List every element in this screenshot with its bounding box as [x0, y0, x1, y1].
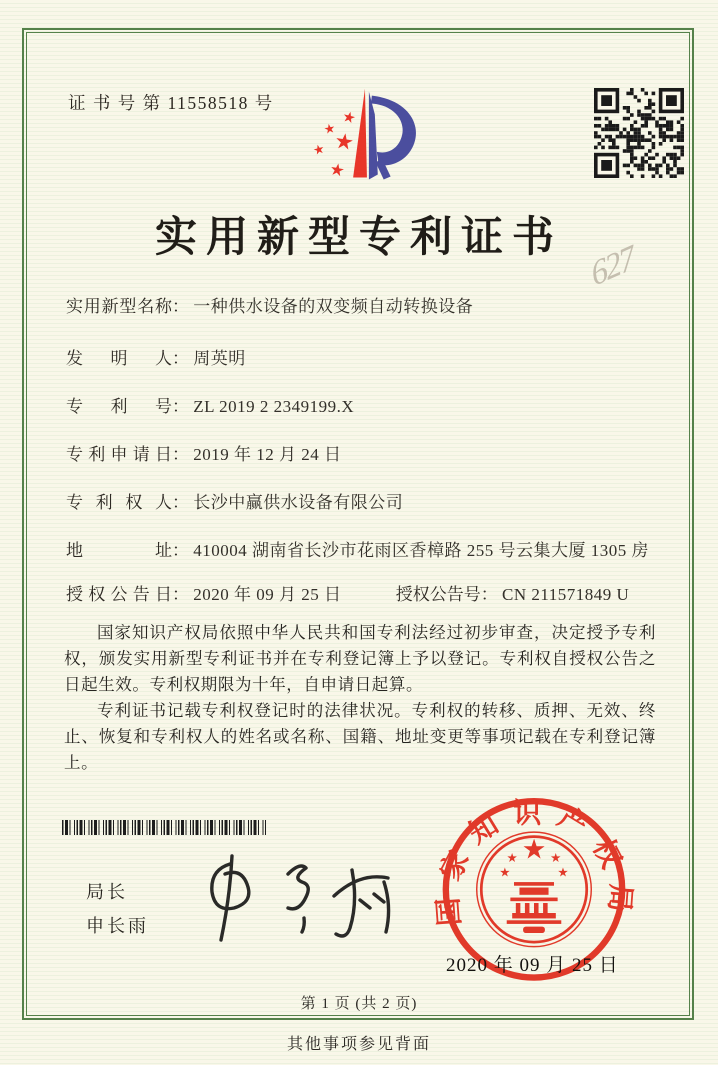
svg-text:★: ★: [557, 865, 569, 880]
svg-text:★: ★: [322, 121, 337, 137]
field-value: 2020 年 09 月 25 日: [193, 585, 342, 604]
barcode: [62, 820, 266, 835]
field-grant-number: [396, 584, 630, 606]
legal-paragraph-2: 专利证书记载专利权登记时的法律状况。专利权的转移、质押、无效、终止、恢复和专利权人的姓名或名称、国籍、地址变更等事项记载在专利登记簿上。: [64, 701, 656, 772]
colon: ：: [172, 397, 189, 416]
certificate-title: 实用新型专利证书: [154, 215, 563, 261]
field-label: 专利号: [66, 397, 172, 416]
field-value: CN 211571849 U: [502, 585, 630, 604]
field-label: 授权公告号: [395, 585, 481, 604]
cnipa-patent-logo-icon: [288, 86, 436, 198]
field-label: 专利权人: [66, 493, 172, 512]
svg-text:★: ★: [332, 128, 356, 156]
field-label: 发明人: [66, 349, 172, 368]
svg-text:★: ★: [506, 851, 518, 866]
svg-text:★: ★: [550, 851, 562, 866]
national-emblem-icon: [477, 832, 592, 947]
field-application-date: [66, 444, 668, 466]
svg-text:★: ★: [340, 108, 358, 128]
seal-date: 2020 年 09 月 25 日: [446, 955, 619, 976]
certificate-number: 证 书 号 第 11558518 号: [68, 93, 274, 113]
field-patent-number: [66, 396, 668, 418]
seal-ring-text: 国家知识产权局: [432, 798, 636, 927]
field-value: 410004 湖南省长沙市花雨区香樟路 255 号云集大厦 1305 房: [193, 541, 649, 560]
svg-text:★: ★: [521, 834, 547, 865]
svg-text:★: ★: [328, 159, 347, 181]
field-address: [66, 540, 668, 562]
field-value: 一种供水设备的双变频自动转换设备: [193, 297, 474, 316]
colon: ：: [480, 585, 498, 604]
field-value: ZL 2019 2 2349199.X: [193, 397, 355, 416]
legal-text: [64, 620, 656, 776]
field-utility-model-name: [66, 296, 668, 318]
field-value: 周英明: [193, 349, 246, 368]
field-patentee: [66, 492, 668, 514]
field-inventor: [66, 348, 668, 370]
page-indicator: 第 1 页 (共 2 页): [300, 996, 418, 1012]
colon: ：: [172, 541, 189, 560]
svg-text:★: ★: [499, 865, 511, 880]
field-grant-row: [66, 584, 668, 606]
pencil-annotation: 627: [587, 238, 637, 295]
colon: ：: [172, 493, 189, 512]
field-value: 2019 年 12 月 24 日: [193, 445, 342, 464]
field-value: 长沙中赢供水设备有限公司: [193, 493, 404, 512]
field-label: 专利申请日: [66, 445, 172, 464]
legal-paragraph-1: 国家知识产权局依照中华人民共和国专利法经过初步审查，决定授予专利权，颁发实用新型专利证书并在专利登记簿上予以登记。专利权自授权公告之日起生效。专利权期限为十年，自申请日起算。: [64, 623, 656, 694]
qr-code: [594, 88, 684, 178]
svg-text:★: ★: [311, 141, 327, 158]
field-grant-date: [66, 584, 342, 606]
field-label: 授权公告日: [66, 585, 172, 604]
field-label: 实用新型名称: [66, 297, 172, 316]
back-note: 其他事项参见背面: [286, 1036, 431, 1053]
field-list: [66, 296, 668, 632]
field-label: 地址: [66, 541, 172, 560]
director-signature: [192, 852, 402, 952]
colon: ：: [172, 297, 189, 316]
colon: ：: [172, 445, 189, 464]
issuer-title: 局长: [86, 882, 128, 902]
colon: ：: [172, 585, 189, 604]
colon: ：: [172, 349, 189, 368]
issuer-name: 申长雨: [86, 916, 149, 936]
